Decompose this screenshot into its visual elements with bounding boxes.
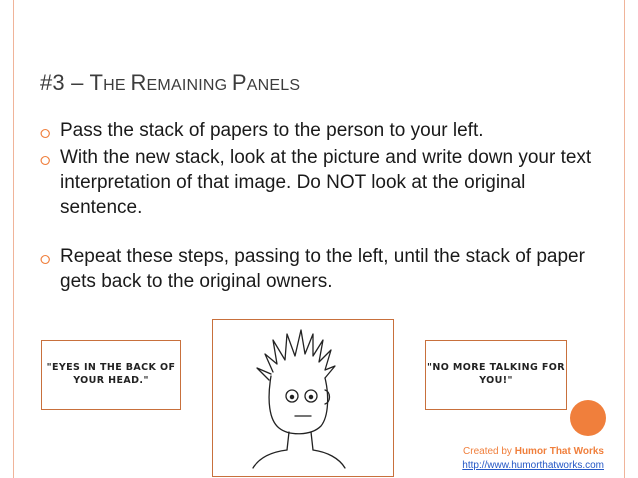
slide-border-left [13, 0, 14, 478]
bullet-list [40, 118, 600, 296]
credit-prefix: Created by [463, 446, 515, 457]
slide-title [40, 70, 300, 96]
credit-block [462, 445, 604, 473]
decorative-circle-icon [570, 400, 606, 436]
title-part: P [231, 70, 247, 95]
bullet-marker-icon: ⭘ [40, 252, 51, 267]
bullet-marker-icon: ⭘ [40, 153, 51, 168]
comic-panel-drawing [212, 319, 394, 477]
comic-panel-right [425, 340, 567, 410]
bullet-text: Repeat these steps, passing to the left, until the stack of paper gets back to the original owners. [60, 246, 585, 292]
bullet-marker-icon: ⭘ [40, 126, 51, 141]
title-part: R [130, 70, 147, 95]
bullet-item [40, 244, 600, 294]
credit-link[interactable]: http://www.humorthatworks.com [462, 460, 604, 471]
bullet-text: With the new stack, look at the picture and write down your text interpretation of that image. Do NOT look at the original sentence. [60, 147, 592, 218]
title-part: HE [103, 77, 131, 94]
title-part: #3 – T [40, 70, 104, 95]
stick-figure-drawing-icon [213, 320, 393, 476]
comic-panel-left [41, 340, 181, 410]
bullet-text: Pass the stack of papers to the person to your left. [60, 120, 484, 141]
panel-caption: "NO MORE TALKING FOR YOU!" [427, 362, 565, 386]
bullet-item [40, 145, 600, 220]
credit-line [462, 445, 604, 459]
slide-border-right [624, 0, 625, 478]
credit-name: Humor That Works [514, 446, 604, 457]
bullet-item [40, 118, 600, 143]
title-part: ANELS [246, 77, 301, 94]
title-part: EMAINING [146, 77, 232, 94]
panel-caption: "EYES IN THE BACK OF YOUR HEAD." [46, 362, 176, 386]
